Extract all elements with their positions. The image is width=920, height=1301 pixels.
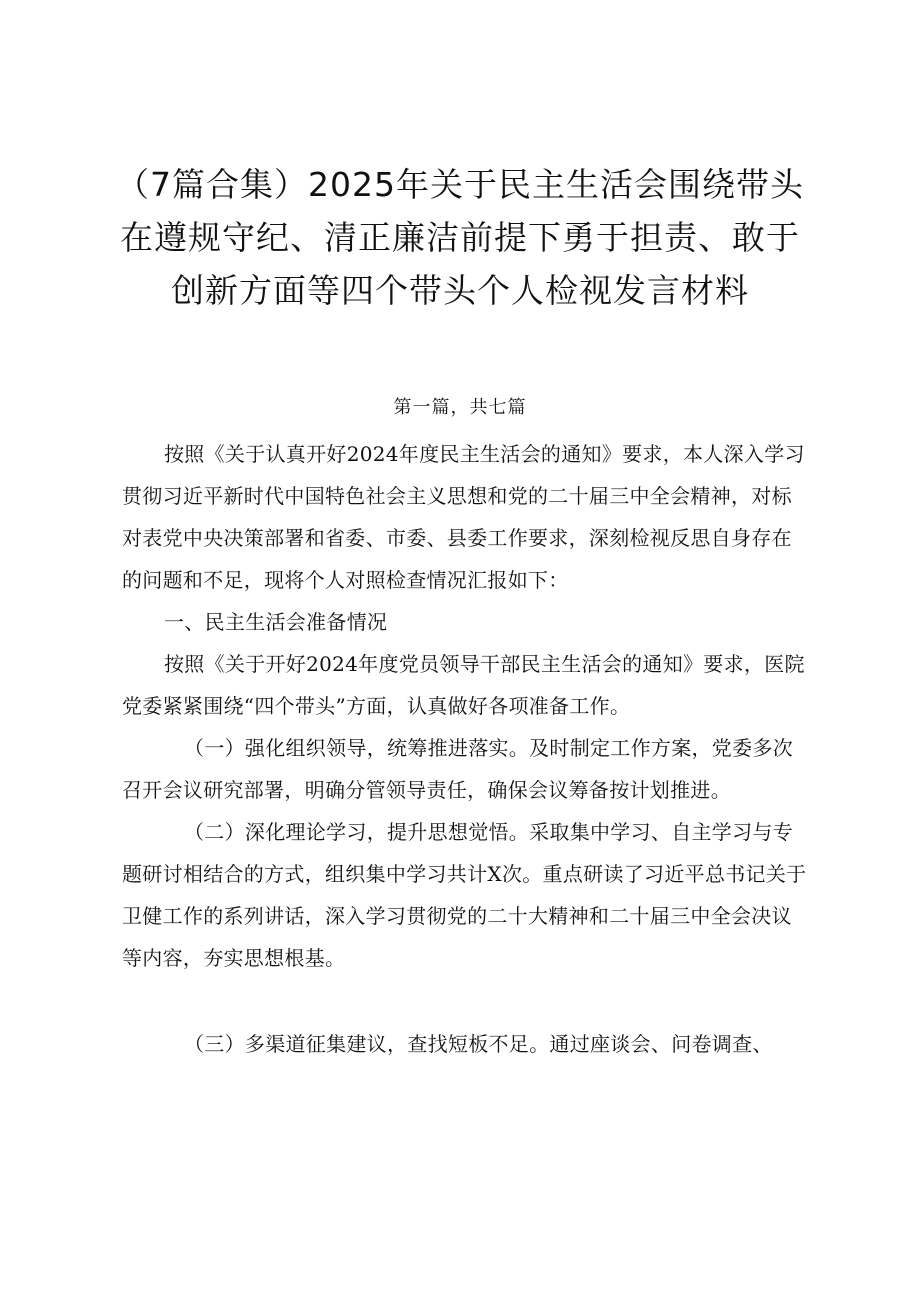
item-paragraph-1: （一）强化组织领导，统筹推进落实。及时制定工作方案，党委多次召开会议研究部署，明确分管领导责任，确保会议筹备按计划推进。 (122, 736, 793, 802)
intro-paragraph: 按照《关于认真开好2024年度民主生活会的通知》要求，本人深入学习贯彻习近平新时代中国特色社会主义思想和党的二十届三中全会精神，对标对表党中央决策部署和省委、市委、县委工作要求，深刻检视反思自身存在的问题和不足，现将个人对照检查情况汇报如下： (122, 442, 805, 592)
title-line-1: （7篇合集）2025年关于民主生活会围绕带头 (116, 165, 804, 204)
paragraph-gap (122, 979, 812, 1023)
title-line-2: 在遵规守纪、清正廉洁前提下勇于担责、敢于 (120, 218, 800, 257)
document-body (122, 433, 812, 1065)
title-line-3: 创新方面等四个带头个人检视发言材料 (171, 271, 749, 310)
section-heading: 一、民主生活会准备情况 (164, 610, 388, 634)
document-title (100, 158, 820, 317)
item-paragraph-2: （二）深化理论学习，提升思想觉悟。采取集中学习、自主学习与专题研讨相结合的方式，组织集中学习共计X次。重点研读了习近平总书记关于卫健工作的系列讲话，深入学习贯彻党的二十大精神和二十届三中全会决议等内容，夯实思想根基。 (122, 820, 807, 970)
document-subtitle: 第一篇，共七篇 (393, 397, 527, 418)
item-paragraph-3: （三）多渠道征集建议，查找短板不足。通过座谈会、问卷调查、 (184, 1032, 773, 1056)
section-intro-paragraph: 按照《关于开好2024年度党员领导干部民主生活会的通知》要求，医院党委紧紧围绕“四个带头”方面，认真做好各项准备工作。 (122, 652, 805, 718)
